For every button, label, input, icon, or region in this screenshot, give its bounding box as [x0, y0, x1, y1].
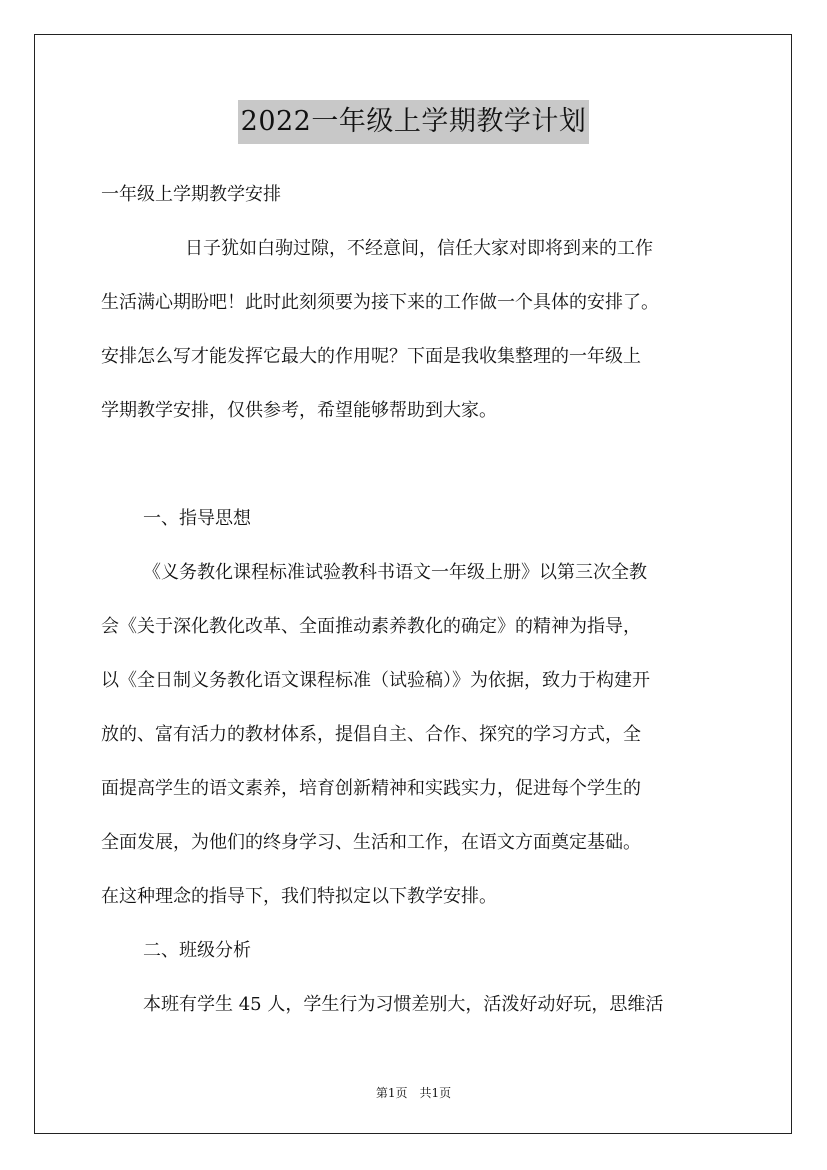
intro-line: 学期教学安排，仅供参考，希望能够帮助到大家。 — [101, 400, 497, 421]
intro-line: 日子犹如白驹过隙，不经意间，信任大家对即将到来的工作 — [185, 238, 653, 259]
intro-line: 安排怎么写才能发挥它最大的作用呢？下面是我收集整理的一年级上 — [101, 346, 641, 367]
body-line: 会《关于深化教化改革、全面推动素养教化的确定》的精神为指导， — [101, 616, 641, 637]
body-line: 全面发展，为他们的终身学习、生活和工作，在语文方面奠定基础。 — [101, 832, 641, 853]
body-line: 本班有学生 45 人，学生行为习惯差别大，活泼好动好玩，思维活 — [143, 994, 664, 1015]
page-number: 第1页 共1页 — [375, 1086, 452, 1100]
body-line: 《义务教化课程标准试验教科书语文一年级上册》以第三次全教 — [143, 562, 647, 583]
title-container — [0, 100, 827, 144]
section-heading: 二、班级分析 — [143, 940, 251, 961]
body-line: 放的、富有活力的教材体系，提倡自主、合作、探究的学习方式，全 — [101, 724, 641, 745]
section-heading: 一、指导思想 — [143, 508, 251, 529]
intro-line: 生活满心期盼吧！此时此刻须要为接下来的工作做一个具体的安排了。 — [101, 292, 659, 313]
document-title: 2022一年级上学期教学计划 — [238, 100, 590, 144]
document-subtitle: 一年级上学期教学安排 — [101, 184, 281, 205]
body-line: 在这种理念的指导下，我们特拟定以下教学安排。 — [101, 886, 497, 907]
body-line: 以《全日制义务教化语文课程标准（试验稿）》为依据，致力于构建开 — [101, 670, 650, 691]
body-line: 面提高学生的语文素养，培育创新精神和实践实力，促进每个学生的 — [101, 778, 641, 799]
